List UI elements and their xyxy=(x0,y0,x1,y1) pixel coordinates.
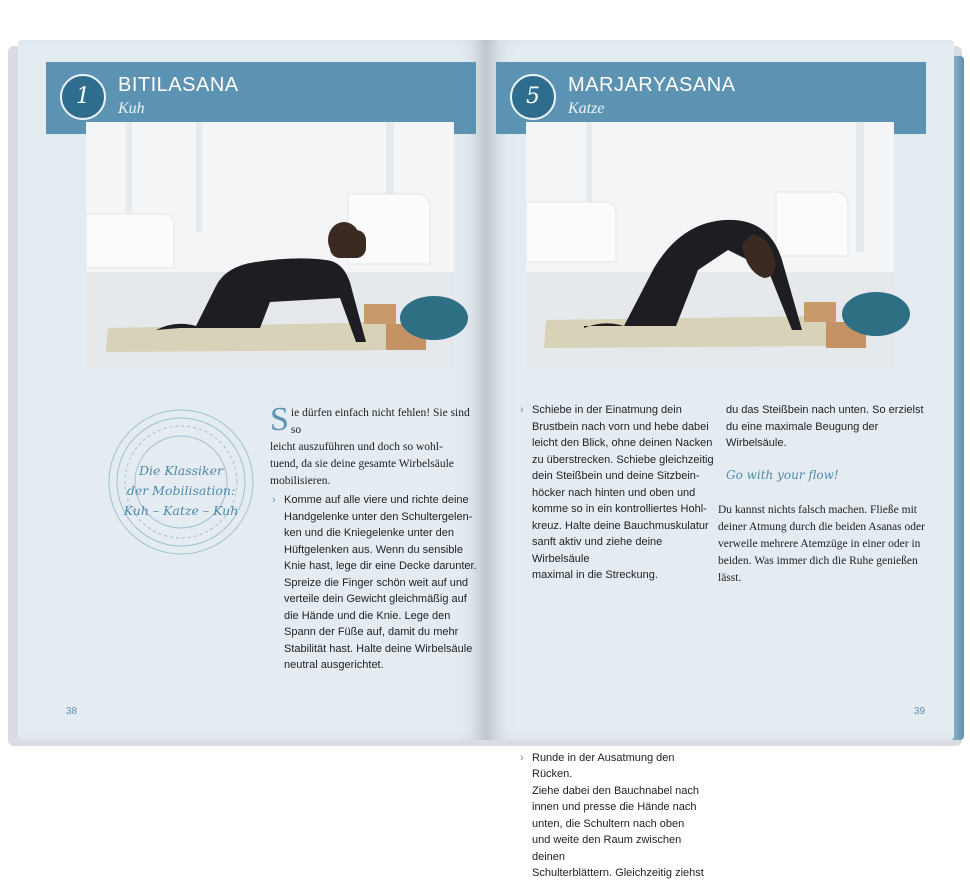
cat-inhale-instructions xyxy=(520,402,716,584)
instruction-line: zu überstrecken. Schiebe gleichzeitig xyxy=(532,453,714,466)
mandala-line: der Mobilisation: xyxy=(126,483,236,498)
right-page-number: 39 xyxy=(914,706,926,717)
intro-line: ie dürfen einfach nicht fehlen! Sie sind so xyxy=(290,407,470,436)
instruction-line: maximal in die Streckung. xyxy=(532,569,658,581)
instruction-line: Hüftgelenken aus. Wenn du sensible xyxy=(284,543,463,556)
instruction-line: höcker nach hinten und oben und xyxy=(532,486,696,499)
instruction-line: Stabilität hast. Halte deine Wirbelsäule xyxy=(284,642,473,655)
dropcap: S xyxy=(270,401,289,438)
instruction-line: neutral ausgerichtet. xyxy=(284,659,384,671)
instruction-line: Knie hast, lege dir eine Decke darunter. xyxy=(284,560,477,572)
left-page xyxy=(18,40,486,740)
instruction-line: leicht den Blick, ohne deinen Nacken xyxy=(532,437,713,449)
intro-line: mobilisieren. xyxy=(270,475,331,487)
closing-line: deiner Atmung durch die beiden Asanas oder xyxy=(718,521,925,533)
right-title: MARJARYASANA xyxy=(568,74,736,96)
instruction-line: Spreize die Finger schön weit auf und xyxy=(284,576,469,589)
mandala-line: Kuh – Katze – Kuh xyxy=(123,503,239,518)
closing-line: beiden. Was immer dich die Ruhe genießen xyxy=(718,555,918,567)
cat-pose-photo xyxy=(526,122,894,368)
cow-pose-photo xyxy=(86,122,454,368)
right-page xyxy=(486,40,954,879)
instruction-line: Handgelenke unter den Schultergelen- xyxy=(284,510,473,523)
left-number-badge: 1 xyxy=(60,74,106,120)
closing-line: verweile mehrere Atemzüge in einer oder in xyxy=(718,538,921,550)
mandala-caption xyxy=(106,461,256,521)
instruction-line: Ziehe dabei den Bauchnabel nach xyxy=(532,784,699,797)
right-number-badge: 5 xyxy=(510,74,556,120)
instruction-line: und weite den Raum zwischen deinen xyxy=(532,834,682,863)
instruction-line: unten, die Schultern nach oben xyxy=(532,817,685,830)
mandala-line: Die Klassiker xyxy=(139,463,223,478)
instruction-line: Brustbein nach vorn und hebe dabei xyxy=(532,420,709,433)
text-line: Wirbelsäule. xyxy=(726,437,787,449)
instruction-line: sanft aktiv und ziehe deine Wirbelsäule xyxy=(532,536,663,565)
cat-pose-illustration xyxy=(526,122,894,368)
left-subtitle: Kuh xyxy=(118,100,145,117)
instruction-line: die Hände und die Knie. Lege den xyxy=(284,609,451,622)
column-two-text xyxy=(726,402,942,452)
instruction-line: Schulterblättern. Gleichzeitig ziehst xyxy=(532,867,704,879)
right-subtitle: Katze xyxy=(568,100,605,117)
instruction-line: komme so in ein kontrolliertes Hohl- xyxy=(532,503,707,515)
cow-instructions xyxy=(272,492,478,674)
cat-exhale-instructions xyxy=(520,750,716,882)
mandala-decoration xyxy=(106,407,256,557)
instruction-line: Spann der Füße auf, damit du mehr xyxy=(284,626,459,638)
closing-line: lässt. xyxy=(718,572,742,584)
text-line: du das Steißbein nach unten. So erzielst xyxy=(726,404,924,416)
instruction-line: innen und presse die Hände nach xyxy=(532,801,697,813)
closing-paragraph xyxy=(718,502,946,587)
left-title: BITILASANA xyxy=(118,74,239,96)
text-line: du eine maximale Beugung der xyxy=(726,420,879,433)
closing-line: Du kannst nichts falsch machen. Fließe mit xyxy=(718,504,917,516)
instruction-line: dein Steißbein und deine Sitzbein- xyxy=(532,470,700,482)
instruction-line: verteile dein Gewicht gleichmäßig auf xyxy=(284,593,467,605)
intro-line: tuend, da sie deine gesamte Wirbelsäule xyxy=(270,458,454,470)
intro-line: leicht auszuführen und doch so wohl- xyxy=(270,441,443,453)
instruction-line: › Komme auf alle viere und richte deine xyxy=(284,494,469,506)
instruction-line: › Runde in der Ausatmung den Rücken. xyxy=(532,751,675,780)
instruction-line: ken und die Kniegelenke unter den xyxy=(284,527,455,539)
left-page-number: 38 xyxy=(66,706,78,717)
flow-heading: Go with your flow! xyxy=(726,468,839,482)
cow-pose-illustration xyxy=(86,122,454,368)
instruction-line: › Schiebe in der Einatmung dein xyxy=(532,404,682,416)
instruction-line: kreuz. Halte deine Bauchmuskulatur xyxy=(532,519,709,532)
intro-paragraph xyxy=(270,401,480,490)
